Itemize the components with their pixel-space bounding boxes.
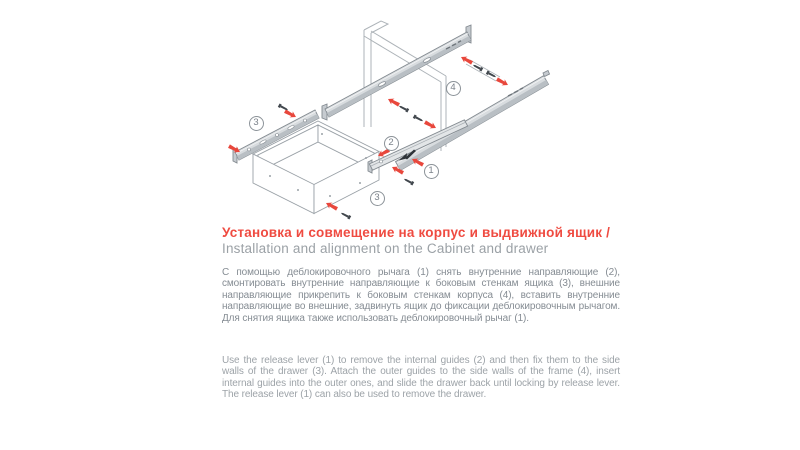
- screw-icon: [340, 211, 351, 219]
- callout-1: 1: [424, 164, 439, 179]
- mount-arrow-icon: [283, 108, 297, 120]
- instructions-english: Use the release lever (1) to remove the internal guides (2) and then fix them to the side walls of the drawer (3). Attach the outer guides to the side walls of the frame (4), insert internal guides into the outer ones, and slide the drawer back until locking by release lever. The release lever (1) can also be used to remove the drawer.: [222, 355, 620, 401]
- cabinet-rail-4: [322, 25, 471, 120]
- screw-icon: [413, 115, 424, 123]
- callout-2: 2: [384, 136, 399, 151]
- mount-arrow-icon: [495, 76, 509, 88]
- callout-3-bottom: 3: [370, 191, 385, 206]
- instructions-russian: С помощью деблокировочного рычага (1) снять внутренние направляющие (2), смонтировать внутренние направляющие к боковым стенкам ящика (3), внешние направляющие прикрепить к боковым стенкам корпуса (4), вставить внутренние направляющие во внешние, задвинуть ящик до фиксации деблокировочным рычагом. Для снятия ящика также использовать деблокировочный рычаг (1).: [222, 267, 620, 324]
- page-title-en: Installation and alignment on the Cabinet and drawer: [222, 241, 549, 256]
- screw-icon: [403, 177, 414, 185]
- screw-icon: [398, 104, 409, 112]
- callout-3-left: 3: [249, 116, 264, 131]
- callout-4: 4: [446, 81, 461, 96]
- page-title-ru: Установка и совмещение на корпус и выдвижной ящик /: [222, 225, 611, 240]
- mount-arrow-icon: [386, 96, 400, 108]
- mount-arrow-icon: [423, 119, 437, 131]
